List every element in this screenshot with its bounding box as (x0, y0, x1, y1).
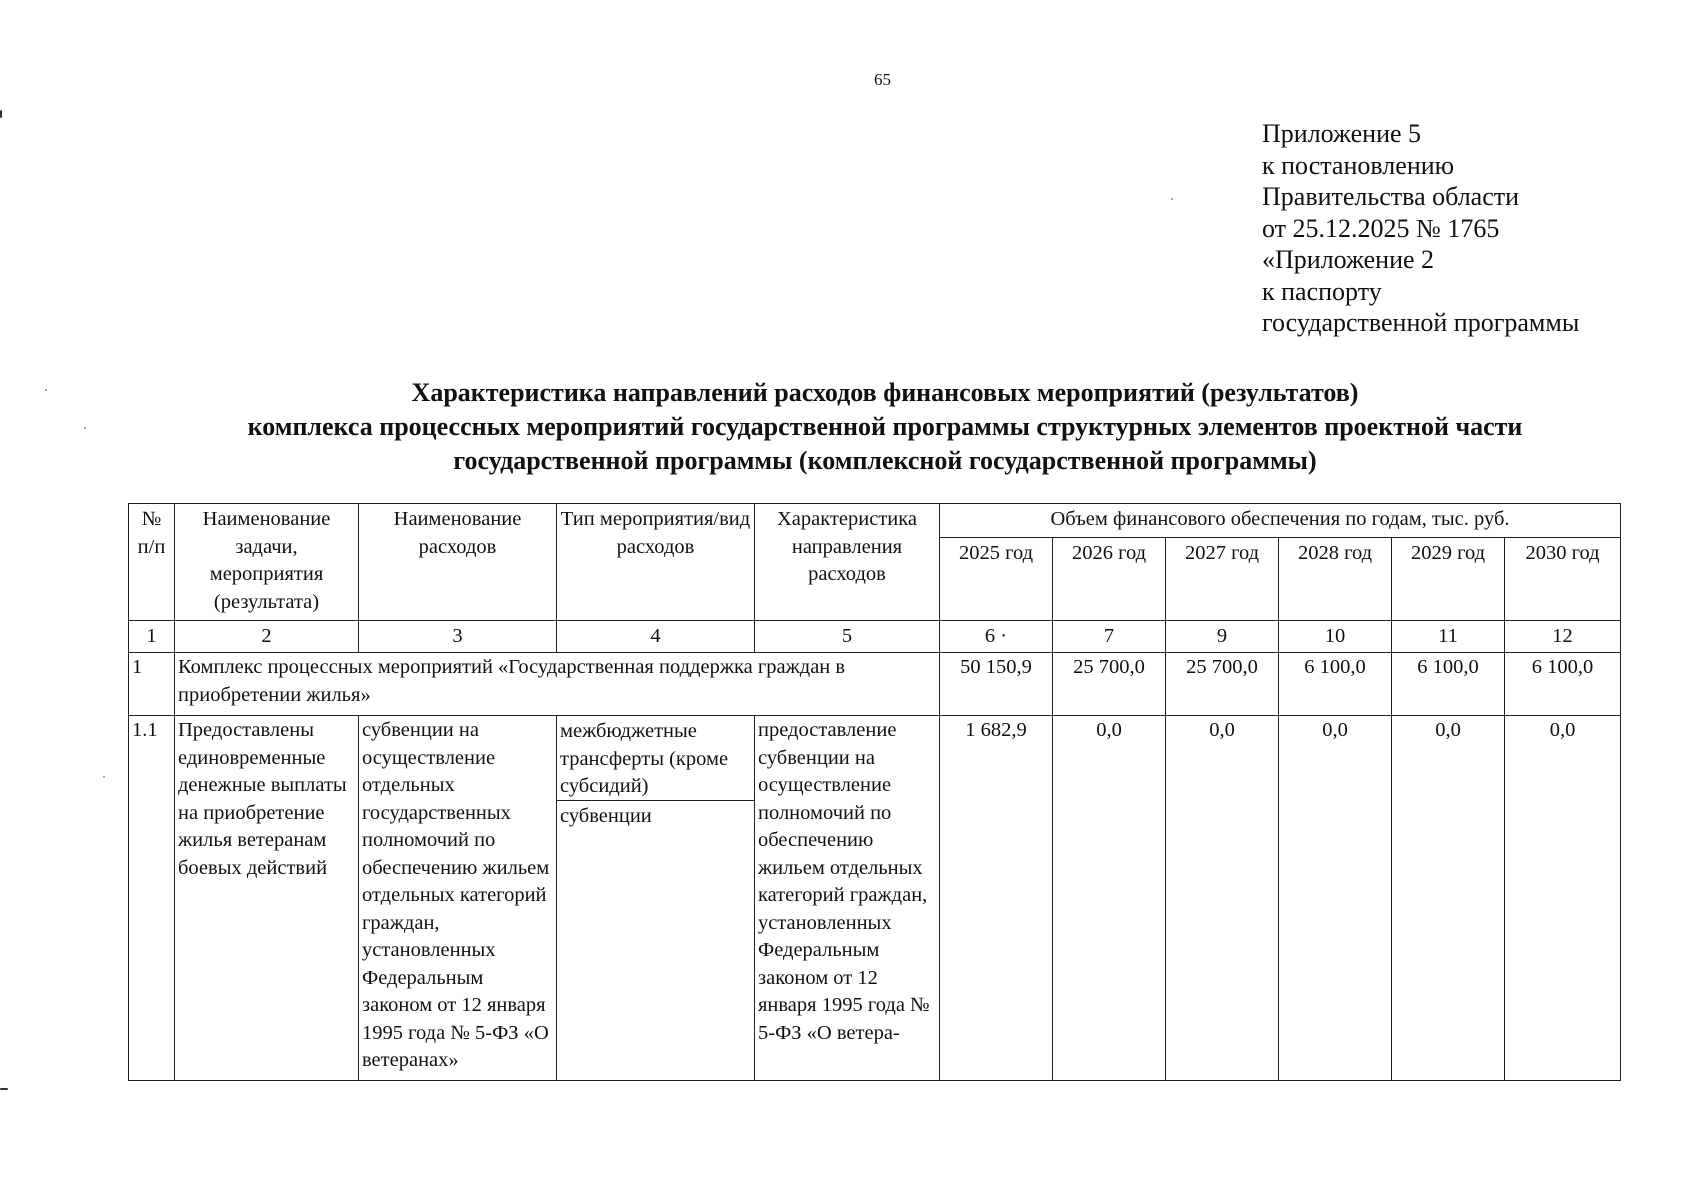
appendix-line: от 25.12.2025 № 1765 (1262, 213, 1500, 243)
scan-speck (45, 389, 47, 391)
title-line: государственной программы (комплексной государственной программы) (453, 446, 1317, 475)
page-number: 65 (874, 70, 891, 89)
row-value: 0,0 (1279, 716, 1392, 1081)
appendix-line: Приложение 5 (1262, 119, 1422, 148)
row-num: 1 (129, 653, 175, 716)
row-title: Комплекс процессных мероприятий «Государственная поддержка граждан в приобретении жилья» (175, 653, 940, 716)
column-number: 3 (359, 621, 557, 653)
scan-speck (103, 776, 105, 778)
header-year: 2027 год (1166, 538, 1279, 621)
row-value: 0,0 (1392, 716, 1505, 1081)
header-expense-name: Наименование расходов (359, 504, 557, 621)
row-value: 50 150,9 (940, 653, 1053, 716)
appendix-block (1262, 118, 1692, 339)
column-number: 5 (755, 621, 940, 653)
title-line: Характеристика направлений расходов финансовых мероприятий (результатов) (411, 378, 1359, 407)
column-number: 4 (557, 621, 755, 653)
row-value: 0,0 (1166, 716, 1279, 1081)
appendix-line: к постановлению (1262, 150, 1455, 180)
title-line: комплекса процессных мероприятий государственной программы структурных элементов проектной части (247, 412, 1523, 441)
scan-speck (1171, 198, 1173, 200)
row-type-top: межбюджетные трансферты (кроме субсидий) (557, 716, 754, 801)
row-value: 6 100,0 (1392, 653, 1505, 716)
header-year: 2025 год (940, 538, 1053, 621)
scan-speck (0, 1088, 8, 1090)
financing-table-wrap (128, 503, 1621, 1081)
row-task: Предоставлены единовременные денежные выплаты на приобретение жилья ветеранам боевых действий (175, 716, 359, 1081)
row-value: 0,0 (1053, 716, 1166, 1081)
appendix-line: «Приложение 2 (1262, 245, 1435, 274)
appendix-line: Правительства области (1262, 182, 1520, 211)
header-num: № п/п (129, 504, 175, 621)
row-expense-name: субвенции на осуществление отдельных государственных полномочий по обеспечению жильем отдельных категорий граждан, установленных Федеральным законом от 12 января 1995 года № 5-ФЗ «О ветеранах» (359, 716, 557, 1081)
column-number: 6 · (940, 621, 1053, 653)
row-num: 1.1 (129, 716, 175, 1081)
column-number: 1 (129, 621, 175, 653)
column-number: 12 (1505, 621, 1621, 653)
row-value: 6 100,0 (1279, 653, 1392, 716)
financing-table (128, 503, 1621, 1081)
row-value: 6 100,0 (1505, 653, 1621, 716)
header-task: Наименование задачи, мероприятия (результата) (175, 504, 359, 621)
row-type-bottom: субвенции (560, 805, 652, 827)
column-number: 7 (1053, 621, 1166, 653)
column-number: 2 (175, 621, 359, 653)
header-type: Тип мероприятия/вид расходов (557, 504, 755, 621)
column-number: 11 (1392, 621, 1505, 653)
scan-speck (84, 427, 86, 429)
header-year: 2026 год (1053, 538, 1166, 621)
appendix-line: государственной программы (1262, 308, 1580, 337)
header-year: 2030 год (1505, 538, 1621, 621)
column-number-row (129, 621, 1621, 653)
column-number: 10 (1279, 621, 1392, 653)
row-value: 1 682,9 (940, 716, 1053, 1081)
table-row (129, 716, 1621, 1081)
scan-speck (0, 110, 2, 118)
header-year: 2029 год (1392, 538, 1505, 621)
header-volume: Объем финансового обеспечения по годам, тыс. руб. (940, 504, 1621, 538)
row-value: 25 700,0 (1053, 653, 1166, 716)
row-direction: предоставление субвенции на осуществление полномочий по обеспечению жильем отдельных категорий граждан, установленных Федеральным законом от 12 января 1995 года № 5-ФЗ «О ветера- (755, 716, 940, 1081)
table-row (129, 653, 1621, 716)
appendix-line: к паспорту (1262, 276, 1382, 306)
header-direction: Характеристика направления расходов (755, 504, 940, 621)
row-value: 0,0 (1505, 716, 1621, 1081)
header-year: 2028 год (1279, 538, 1392, 621)
row-value: 25 700,0 (1166, 653, 1279, 716)
header-row (129, 504, 1621, 538)
document-title (160, 376, 1610, 478)
column-number: 9 (1166, 621, 1279, 653)
row-type (557, 716, 755, 1081)
